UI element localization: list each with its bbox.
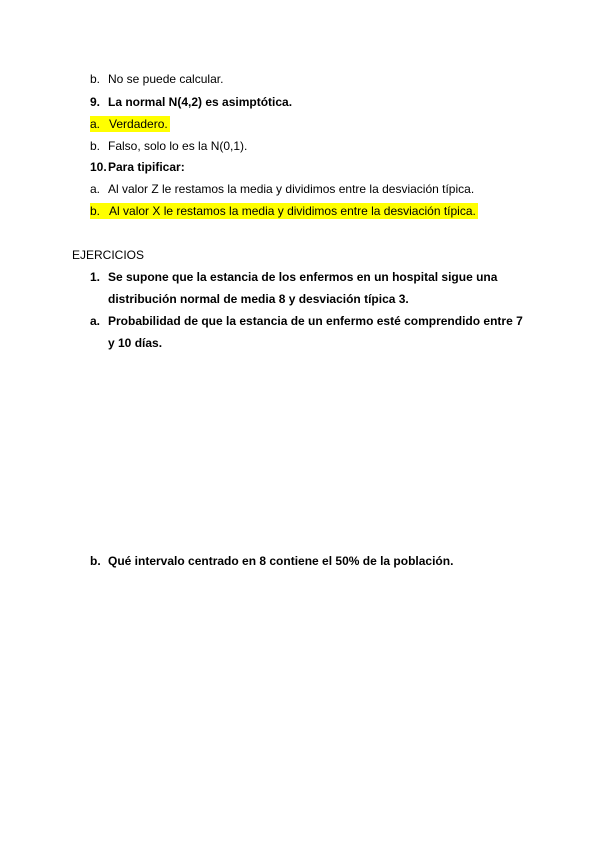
option-text: No se puede calcular.	[108, 72, 224, 86]
exercise-text-line2: distribución normal de media 8 y desviación típica 3.	[108, 292, 409, 306]
part-text: Qué intervalo centrado en 8 contiene el 50% de la población.	[108, 554, 454, 568]
question-text: La normal N(4,2) es asimptótica.	[108, 95, 293, 109]
option-marker: a.	[90, 182, 101, 196]
part-marker: b.	[90, 554, 101, 568]
part-text-line2: y 10 días.	[108, 336, 163, 350]
option-text: Al valor Z le restamos la media y dividimos entre la desviación típica.	[108, 182, 475, 196]
option-marker: a.	[90, 117, 101, 131]
exercise-text-line1: Se supone que la estancia de los enfermos en un hospital sigue una	[108, 270, 498, 284]
option-marker: b.	[90, 139, 101, 153]
option-text: Al valor X le restamos la media y dividimos entre la desviación típica.	[109, 204, 476, 218]
highlighted-answer	[90, 203, 478, 219]
option-marker: b.	[90, 204, 101, 218]
section-heading: EJERCICIOS	[72, 248, 145, 262]
part-marker: a.	[90, 314, 101, 328]
question-number: 9.	[90, 95, 101, 109]
option-text: Falso, solo lo es la N(0,1).	[108, 139, 248, 153]
part-text-line1: Probabilidad de que la estancia de un enfermo esté comprendido entre 7	[108, 314, 523, 328]
option-text: Verdadero.	[109, 117, 168, 131]
question-text: Para tipificar:	[108, 160, 185, 174]
exercise-number: 1.	[90, 270, 101, 284]
highlighted-answer	[90, 116, 170, 132]
q9-option-a	[90, 116, 170, 132]
option-marker: b.	[90, 72, 101, 86]
q10-option-b	[90, 203, 478, 219]
question-number: 10.	[90, 160, 107, 174]
